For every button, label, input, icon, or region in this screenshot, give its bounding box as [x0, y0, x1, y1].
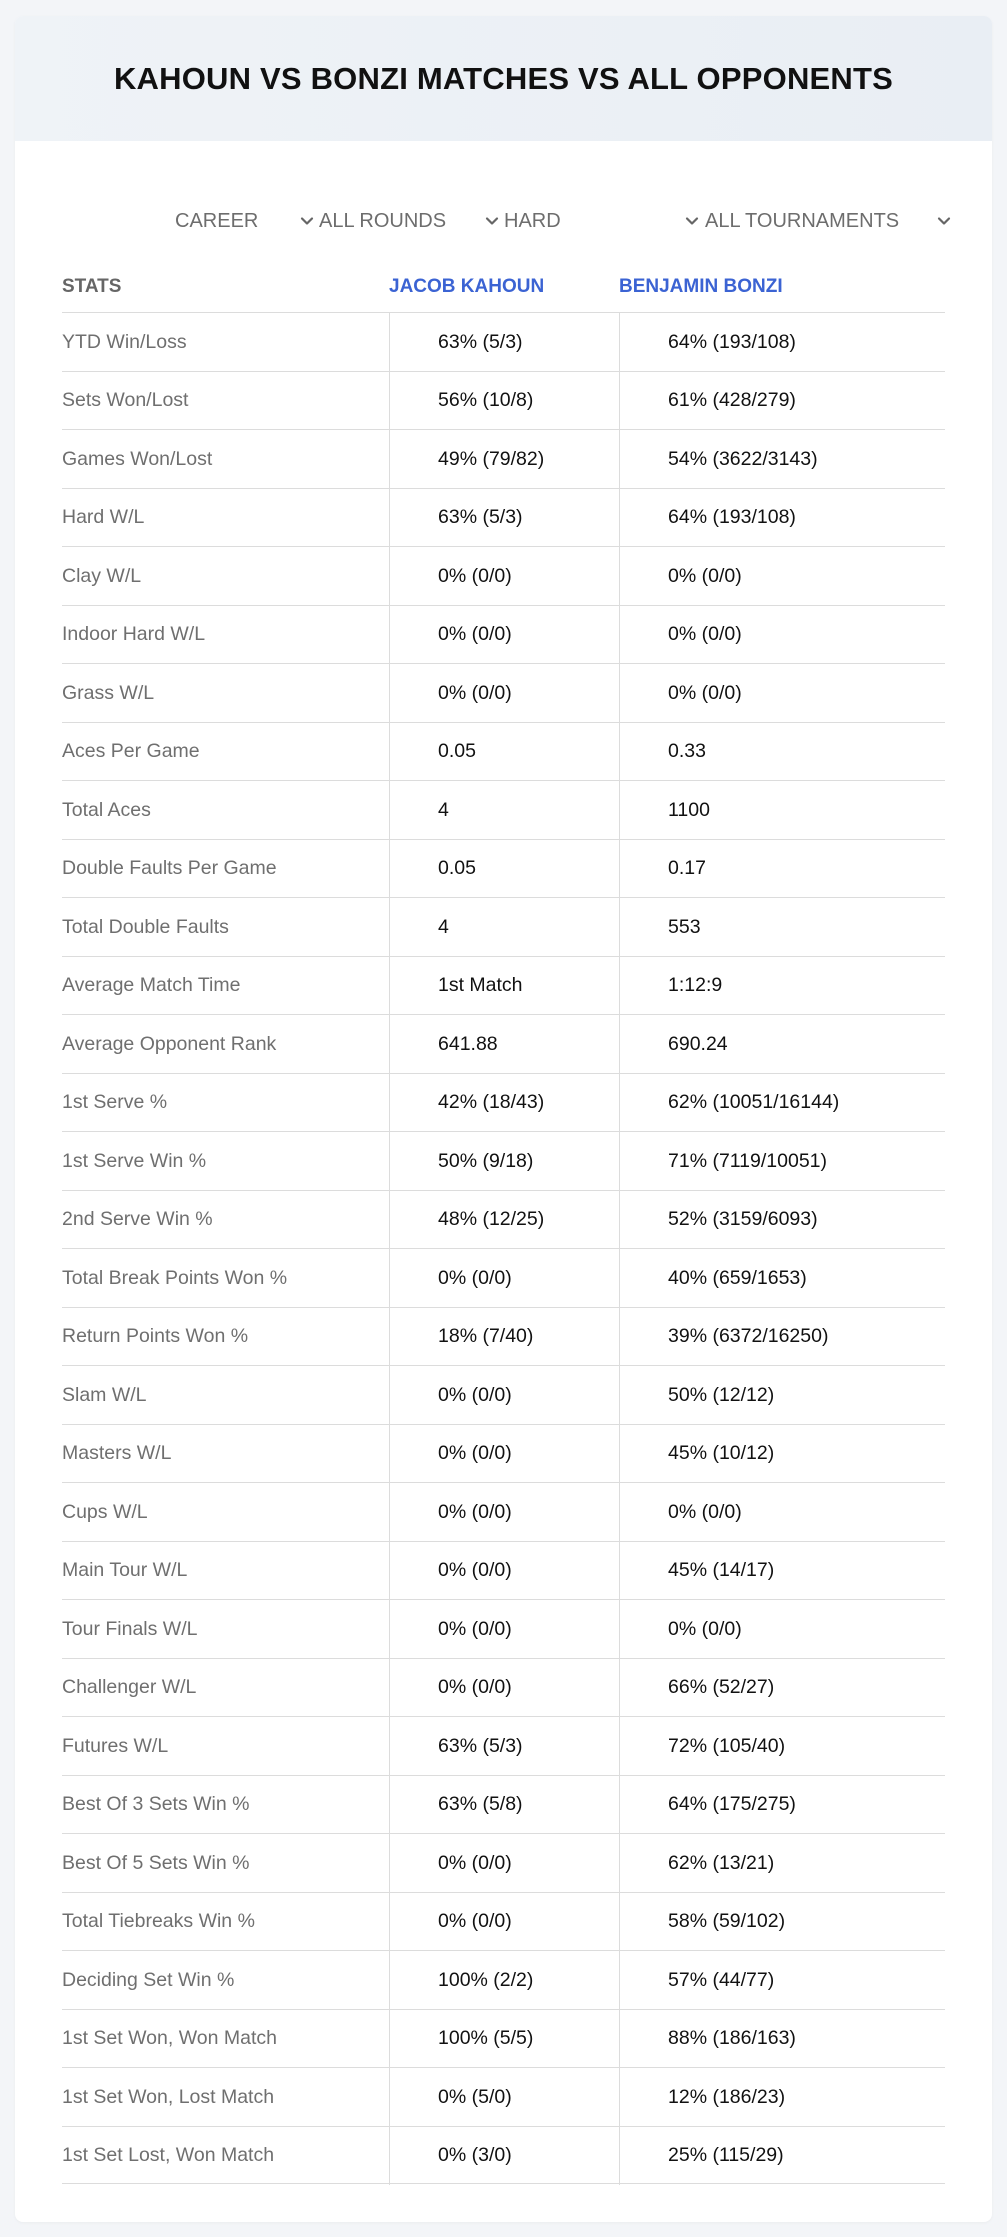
stat-label: Total Aces [62, 798, 151, 821]
player1-stat-value: 42% (18/43) [389, 1074, 619, 1133]
rounds-select-value: ALL ROUNDS [319, 209, 447, 232]
stat-label: Grass W/L [62, 681, 155, 704]
player2-stat-value: 64% (193/108) [619, 313, 945, 372]
player2-stat-value: 58% (59/102) [619, 1893, 945, 1952]
stat-label: Double Faults Per Game [62, 857, 277, 880]
player1-stat-value: 0.05 [389, 840, 619, 899]
table-row [62, 312, 945, 371]
stat-label: 1st Serve % [62, 1091, 168, 1114]
player1-stat-value: 0% (0/0) [389, 1249, 619, 1308]
player2-stat-value: 0% (0/0) [619, 1600, 945, 1659]
player2-column-header[interactable]: BENJAMIN BONZI [619, 276, 783, 297]
player1-stat-value: 100% (5/5) [389, 2010, 619, 2069]
player1-stat-value: 0% (0/0) [389, 1483, 619, 1542]
table-row [62, 371, 945, 430]
table-row [62, 1190, 945, 1249]
player2-stat-value: 12% (186/23) [619, 2068, 945, 2127]
stats-column-header: STATS [62, 276, 122, 297]
player1-stat-value: 0% (0/0) [389, 1425, 619, 1484]
player2-stat-value: 0% (0/0) [619, 606, 945, 665]
stat-label: Aces Per Game [62, 740, 200, 763]
player1-stat-value: 0% (0/0) [389, 1600, 619, 1659]
table-row [62, 1307, 945, 1366]
player2-stat-value: 45% (10/12) [619, 1425, 945, 1484]
period-select[interactable] [175, 191, 314, 251]
tournaments-select-value: ALL TOURNAMENTS [705, 209, 900, 232]
stat-label: Return Points Won % [62, 1325, 249, 1348]
stat-label: Slam W/L [62, 1383, 147, 1406]
table-row [62, 1365, 945, 1424]
player1-stat-value: 0% (5/0) [389, 2068, 619, 2127]
player1-stat-value: 0% (0/0) [389, 664, 619, 723]
player2-stat-value: 64% (175/275) [619, 1776, 945, 1835]
player1-stat-value: 0% (0/0) [389, 1893, 619, 1952]
table-row [62, 1248, 945, 1307]
player2-stat-value: 40% (659/1653) [619, 1249, 945, 1308]
player1-stat-value: 0% (0/0) [389, 1366, 619, 1425]
stat-label: Best Of 3 Sets Win % [62, 1793, 250, 1816]
table-row [62, 897, 945, 956]
player1-column-header[interactable]: JACOB KAHOUN [389, 276, 545, 297]
player1-stat-value: 0% (0/0) [389, 547, 619, 606]
table-row [62, 1833, 945, 1892]
stat-label: Deciding Set Win % [62, 1968, 235, 1991]
player1-stat-value: 0% (0/0) [389, 1659, 619, 1718]
table-row [62, 1892, 945, 1951]
player1-stat-value: 56% (10/8) [389, 372, 619, 431]
table-row [62, 429, 945, 488]
surface-select-value: HARD [504, 209, 561, 232]
table-row [62, 722, 945, 781]
player2-stat-value: 72% (105/40) [619, 1717, 945, 1776]
stat-label: YTD Win/Loss [62, 330, 187, 353]
table-row [62, 1716, 945, 1775]
stat-label: Total Double Faults [62, 915, 229, 938]
player2-stat-value: 0% (0/0) [619, 664, 945, 723]
table-row [62, 1424, 945, 1483]
stat-label: Main Tour W/L [62, 1559, 188, 1582]
table-row [62, 1950, 945, 2009]
table-row [62, 1482, 945, 1541]
tournaments-select[interactable] [705, 191, 951, 251]
player2-stat-value: 0.33 [619, 723, 945, 782]
table-row [62, 488, 945, 547]
table-row [62, 605, 945, 664]
card-header [15, 16, 992, 141]
stat-label: Challenger W/L [62, 1676, 197, 1699]
player1-stat-value: 63% (5/3) [389, 489, 619, 548]
table-row [62, 780, 945, 839]
player1-stat-value: 18% (7/40) [389, 1308, 619, 1367]
player1-stat-value: 0% (0/0) [389, 1834, 619, 1893]
stat-label: Masters W/L [62, 1442, 172, 1465]
player2-stat-value: 0% (0/0) [619, 547, 945, 606]
table-row [62, 1131, 945, 1190]
player2-stat-value: 1:12:9 [619, 957, 945, 1016]
stat-label: Total Tiebreaks Win % [62, 1910, 255, 1933]
player2-stat-value: 39% (6372/16250) [619, 1308, 945, 1367]
filter-bar [15, 191, 992, 251]
stat-label: 1st Set Won, Won Match [62, 2027, 277, 2050]
page-title: KAHOUN VS BONZI MATCHES VS ALL OPPONENTS [113, 60, 894, 96]
table-row [62, 663, 945, 722]
player1-stat-value: 0% (3/0) [389, 2127, 619, 2186]
player1-stat-value: 49% (79/82) [389, 430, 619, 489]
player1-stat-value: 63% (5/3) [389, 313, 619, 372]
stat-label: 2nd Serve Win % [62, 1208, 213, 1231]
stat-label: 1st Set Won, Lost Match [62, 2085, 275, 2108]
stats-card [15, 16, 992, 2222]
player2-stat-value: 62% (10051/16144) [619, 1074, 945, 1133]
stat-label: Average Opponent Rank [62, 1032, 277, 1055]
player2-stat-value: 690.24 [619, 1015, 945, 1074]
table-row [62, 1014, 945, 1073]
player2-stat-value: 61% (428/279) [619, 372, 945, 431]
player1-stat-value: 63% (5/3) [389, 1717, 619, 1776]
player2-stat-value: 64% (193/108) [619, 489, 945, 548]
player1-stat-value: 50% (9/18) [389, 1132, 619, 1191]
chevron-down-icon [685, 214, 699, 228]
table-row [62, 1073, 945, 1132]
player1-stat-value: 641.88 [389, 1015, 619, 1074]
table-row [62, 1541, 945, 1600]
chevron-down-icon [937, 214, 951, 228]
stats-table-body [62, 312, 945, 2184]
player2-stat-value: 25% (115/29) [619, 2127, 945, 2186]
table-row [62, 1775, 945, 1834]
player1-stat-value: 0% (0/0) [389, 606, 619, 665]
chevron-down-icon [300, 214, 314, 228]
player2-stat-value: 88% (186/163) [619, 2010, 945, 2069]
stat-label: Total Break Points Won % [62, 1266, 288, 1289]
player2-stat-value: 0% (0/0) [619, 1483, 945, 1542]
stat-label: Cups W/L [62, 1500, 148, 1523]
rounds-select[interactable] [319, 191, 499, 251]
stat-label: Sets Won/Lost [62, 389, 189, 412]
player2-stat-value: 45% (14/17) [619, 1542, 945, 1601]
stat-label: Best Of 5 Sets Win % [62, 1851, 250, 1874]
stat-label: Average Match Time [62, 974, 241, 997]
stat-label: Hard W/L [62, 506, 145, 529]
table-row [62, 2067, 945, 2126]
surface-select[interactable] [504, 191, 699, 251]
player2-stat-value: 1100 [619, 781, 945, 840]
player2-stat-value: 0.17 [619, 840, 945, 899]
player1-stat-value: 4 [389, 781, 619, 840]
stat-label: Futures W/L [62, 1734, 169, 1757]
stat-label: Clay W/L [62, 564, 142, 587]
player2-stat-value: 54% (3622/3143) [619, 430, 945, 489]
player1-stat-value: 63% (5/8) [389, 1776, 619, 1835]
player2-stat-value: 62% (13/21) [619, 1834, 945, 1893]
player2-stat-value: 553 [619, 898, 945, 957]
player2-stat-value: 57% (44/77) [619, 1951, 945, 2010]
player1-stat-value: 100% (2/2) [389, 1951, 619, 2010]
player2-stat-value: 52% (3159/6093) [619, 1191, 945, 1250]
stat-label: Indoor Hard W/L [62, 623, 206, 646]
table-row [62, 2009, 945, 2068]
player1-stat-value: 0% (0/0) [389, 1542, 619, 1601]
player1-stat-value: 48% (12/25) [389, 1191, 619, 1250]
stat-label: 1st Set Lost, Won Match [62, 2144, 275, 2167]
stat-label: 1st Serve Win % [62, 1149, 207, 1172]
player2-stat-value: 71% (7119/10051) [619, 1132, 945, 1191]
table-row [62, 1599, 945, 1658]
player2-stat-value: 50% (12/12) [619, 1366, 945, 1425]
stat-label: Games Won/Lost [62, 447, 213, 470]
player1-stat-value: 1st Match [389, 957, 619, 1016]
player1-stat-value: 4 [389, 898, 619, 957]
table-row [62, 839, 945, 898]
table-row [62, 2126, 945, 2185]
stat-label: Tour Finals W/L [62, 1617, 198, 1640]
player1-stat-value: 0.05 [389, 723, 619, 782]
table-row [62, 546, 945, 605]
table-row [62, 956, 945, 1015]
table-header [62, 259, 945, 314]
chevron-down-icon [485, 214, 499, 228]
period-select-value: CAREER [175, 209, 259, 232]
table-row [62, 1658, 945, 1717]
player2-stat-value: 66% (52/27) [619, 1659, 945, 1718]
